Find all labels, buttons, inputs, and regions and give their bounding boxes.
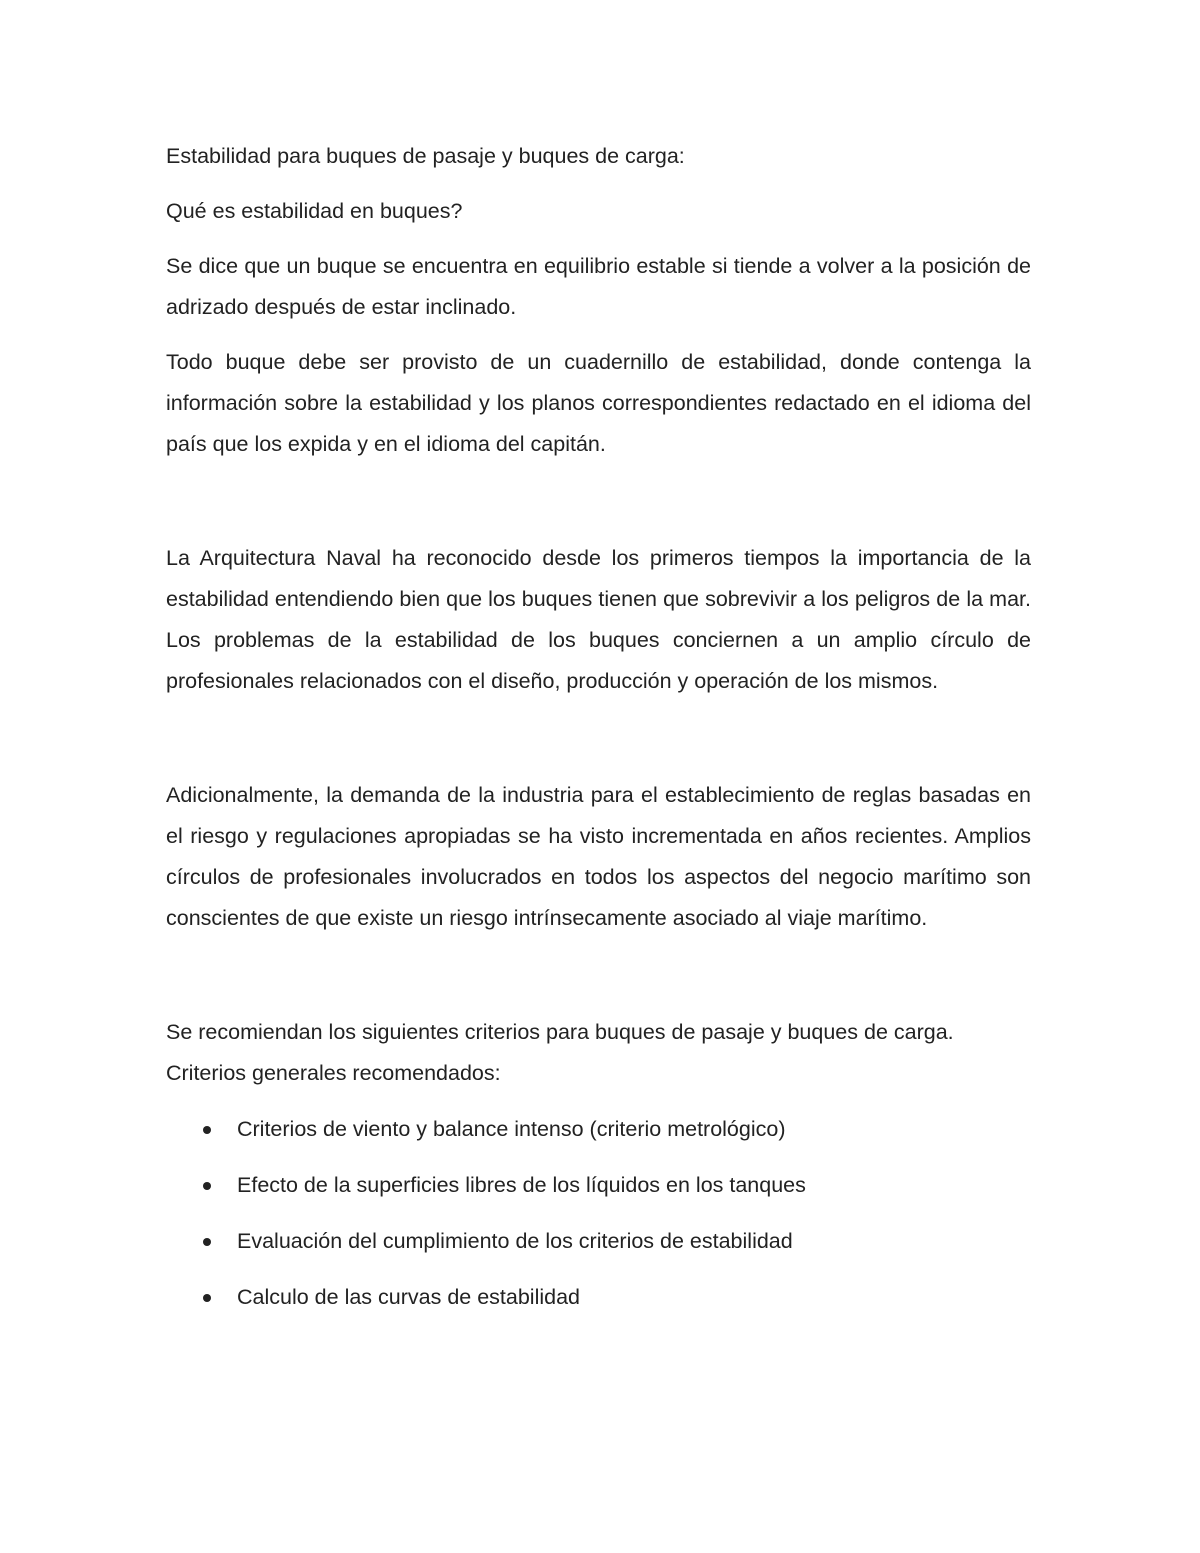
- list-item-text: Criterios de viento y balance intenso (criterio metrológico): [237, 1117, 786, 1141]
- question-heading: Qué es estabilidad en buques?: [166, 199, 463, 223]
- bullet-icon: [203, 1294, 211, 1302]
- paragraph-cuadernillo: Todo buque debe ser provisto de un cuadernillo de estabilidad, donde contenga la información sobre la estabilidad y los planos correspondientes redactado en el idioma del país que los expida y en el idioma del capitán.: [166, 350, 1031, 456]
- paragraph-recomendaciones: Se recomiendan los siguientes criterios para buques de pasaje y buques de carga.: [166, 1020, 954, 1044]
- list-item-text: Evaluación del cumplimiento de los criterios de estabilidad: [237, 1229, 793, 1253]
- bullet-icon: [203, 1238, 211, 1246]
- list-item-text: Efecto de la superficies libres de los líquidos en los tanques: [237, 1173, 806, 1197]
- list-item: [166, 1221, 1031, 1262]
- document-title: Estabilidad para buques de pasaje y buques de carga:: [166, 144, 685, 168]
- document-body: [166, 136, 1031, 1333]
- criteria-heading: Criterios generales recomendados:: [166, 1061, 501, 1085]
- list-item: [166, 1165, 1031, 1206]
- bullet-icon: [203, 1126, 211, 1134]
- paragraph-adicionalmente: Adicionalmente, la demanda de la industria para el establecimiento de reglas basadas en el riesgo y regulaciones apropiadas se ha visto incrementada en años recientes. Amplios círculos de profesionales involucrados en todos los aspectos del negocio marítimo son conscientes de que existe un riesgo intrínsecamente asociado al viaje marítimo.: [166, 783, 1031, 930]
- list-item: [166, 1277, 1031, 1318]
- list-item-text: Calculo de las curvas de estabilidad: [237, 1285, 581, 1309]
- criteria-list: [166, 1109, 1031, 1318]
- paragraph-arquitectura-naval: La Arquitectura Naval ha reconocido desde los primeros tiempos la importancia de la estabilidad entendiendo bien que los buques tienen que sobrevivir a los peligros de la mar. Los problemas de la estabilidad de los buques conciernen a un amplio círculo de profesionales relacionados con el diseño, producción y operación de los mismos.: [166, 546, 1031, 693]
- list-item: [166, 1109, 1031, 1150]
- bullet-icon: [203, 1182, 211, 1190]
- paragraph-definition: Se dice que un buque se encuentra en equilibrio estable si tiende a volver a la posición de adrizado después de estar inclinado.: [166, 254, 1031, 319]
